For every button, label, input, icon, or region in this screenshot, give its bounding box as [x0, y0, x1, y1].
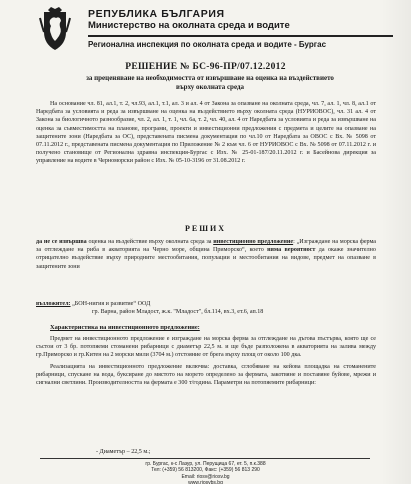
decision-text-2: : „Изграждане на морска ферма за отглеждане на риба в акваторията на Черно море, община Приморско“, което [36, 239, 376, 254]
decision-text [36, 238, 376, 271]
assignor-section [36, 300, 376, 316]
footer-website[interactable]: www.riosvbs.bg [188, 479, 223, 484]
footer-divider [40, 458, 370, 459]
footer-phone: Тел: (+359) 56 813200, Факс: (+359) 56 813 290 [151, 467, 260, 474]
ministry-name: Министерство на околната среда и водите [88, 20, 290, 31]
subtitle-line-1: за преценяване на необходимостта от извършване на оценка на въздействието [86, 74, 334, 82]
letterhead [38, 6, 408, 54]
decision-bold-1: няма вероятност [267, 247, 316, 254]
characteristics-section [36, 335, 376, 387]
diameter-item: - Диаметър – 22,5 м.; [96, 449, 151, 455]
decision-underlined-1: инвестиционно предложение [213, 239, 294, 245]
characteristics-heading: Характеристика на инвестиционното предложение: [50, 324, 200, 331]
legal-basis-section [36, 100, 376, 166]
decision-text-3: да окаже значително отрицателно въздействие върху природните местообитания, популации и местообитания на видове, предмет на опазване в защитените зони [36, 247, 376, 270]
assignor-name: „БОН-нигия и развитие“ ООД [72, 301, 151, 307]
assignor-label: възложител: [36, 301, 71, 307]
subtitle-line-2: върху околната среда [175, 82, 245, 91]
footer-contacts [0, 461, 411, 484]
decided-heading: РЕШИХ [184, 224, 226, 233]
header-divider [88, 35, 393, 37]
letterhead-text [88, 8, 408, 50]
characteristics-paragraph-2: Реализацията на инвестиционното предложение включва: доставка, сглобяване на кейова площадка на стоманените рибарници, спускане на вода, буксиране до мястото на морето определено за фермата, закотвяне и поставяне буйове, мрежи и сигнални светлини. Производителността на фермата е 300 т/година. Параметри на потопяемите рибарници: [36, 363, 376, 387]
characteristics-paragraph-1: Предмет на инвестиционното предложение е изграждане на морска ферма за отглеждане на дъгова пъстърва, която ще се състои от 3 бр. потопяеми стоманени рибарници с диаметър 22,5 м. и ще бъде разположена в акваторията на залива между гр.Приморско и гр.Китен на 2 морски мили (3704 м.) отстояние от брега върху площ от около 100 дка. [36, 336, 376, 359]
decision-subtitle [40, 74, 380, 91]
footer-email[interactable]: Email: riosv@riosv.bg [181, 473, 230, 480]
legal-basis-paragraph: На основание чл. 81, ал.1, т. 2, чл.93, ал.1, т.1, ал. 3 и ал. 4 от Закона за опазване на околната среда, чл. 7, ал. 1, чл. 8, ал.1 от Наредбата за условията и реда за извършване на оценка на въздействието върху околната среда (НУРИОВОС), чл. 31 ал. 4 от Закона за биологичното разнообразие, чл. 2, ал. 1, т. 1, чл. 6а, т. 2, чл. 40, ал. 4 от Наредбата за условията и реда за извършване на оценка за съвместимостта на планове, програми, проекти и инвестиционни предложения с предмета и целите на опазване на защитените зони (Наредбата за ОС), представената писмена документация по чл.10 от Наредбата за ОВОС с Вх. № 5098 от 07.11.2012 г., представената писмена документация по Приложение № 2 към чл. 6 от НУРИОВОС с Вх. № 5098 от 07.11.2012 г. и получено становище от Регионална здравна инспекция-Бургас с Изх. № 25-01-187/20.11.2012 г. и Басейнова дирекция за управление на водите в Черноморски район с Изх. № 05-10-3196 от 31.08.2012 г. [36, 101, 376, 165]
inspectorate-name: Регионална инспекция по околната среда и водите - Бургас [88, 39, 327, 49]
decision-text-1: оценка на въздействие върху околната среда за [86, 239, 214, 245]
republic-name: РЕПУБЛИКА БЪЛГАРИЯ [88, 8, 225, 20]
footer-address: гр. Бургас, к-с Лазур, ул. Перущица 67, ет. 5, п.к.388 [145, 461, 266, 467]
decision-prefix: да не се извършва [36, 239, 87, 245]
coat-of-arms-icon [38, 6, 72, 52]
scan-shadow [381, 0, 411, 484]
decision-title: РЕШЕНИЕ № БС-96-ПР/07.12.2012 [125, 62, 286, 72]
assignor-address: гр. Варна, район Младост, ж.к. "Младост", бл.114, вх.3, ет.6, ап.18 [92, 309, 264, 316]
